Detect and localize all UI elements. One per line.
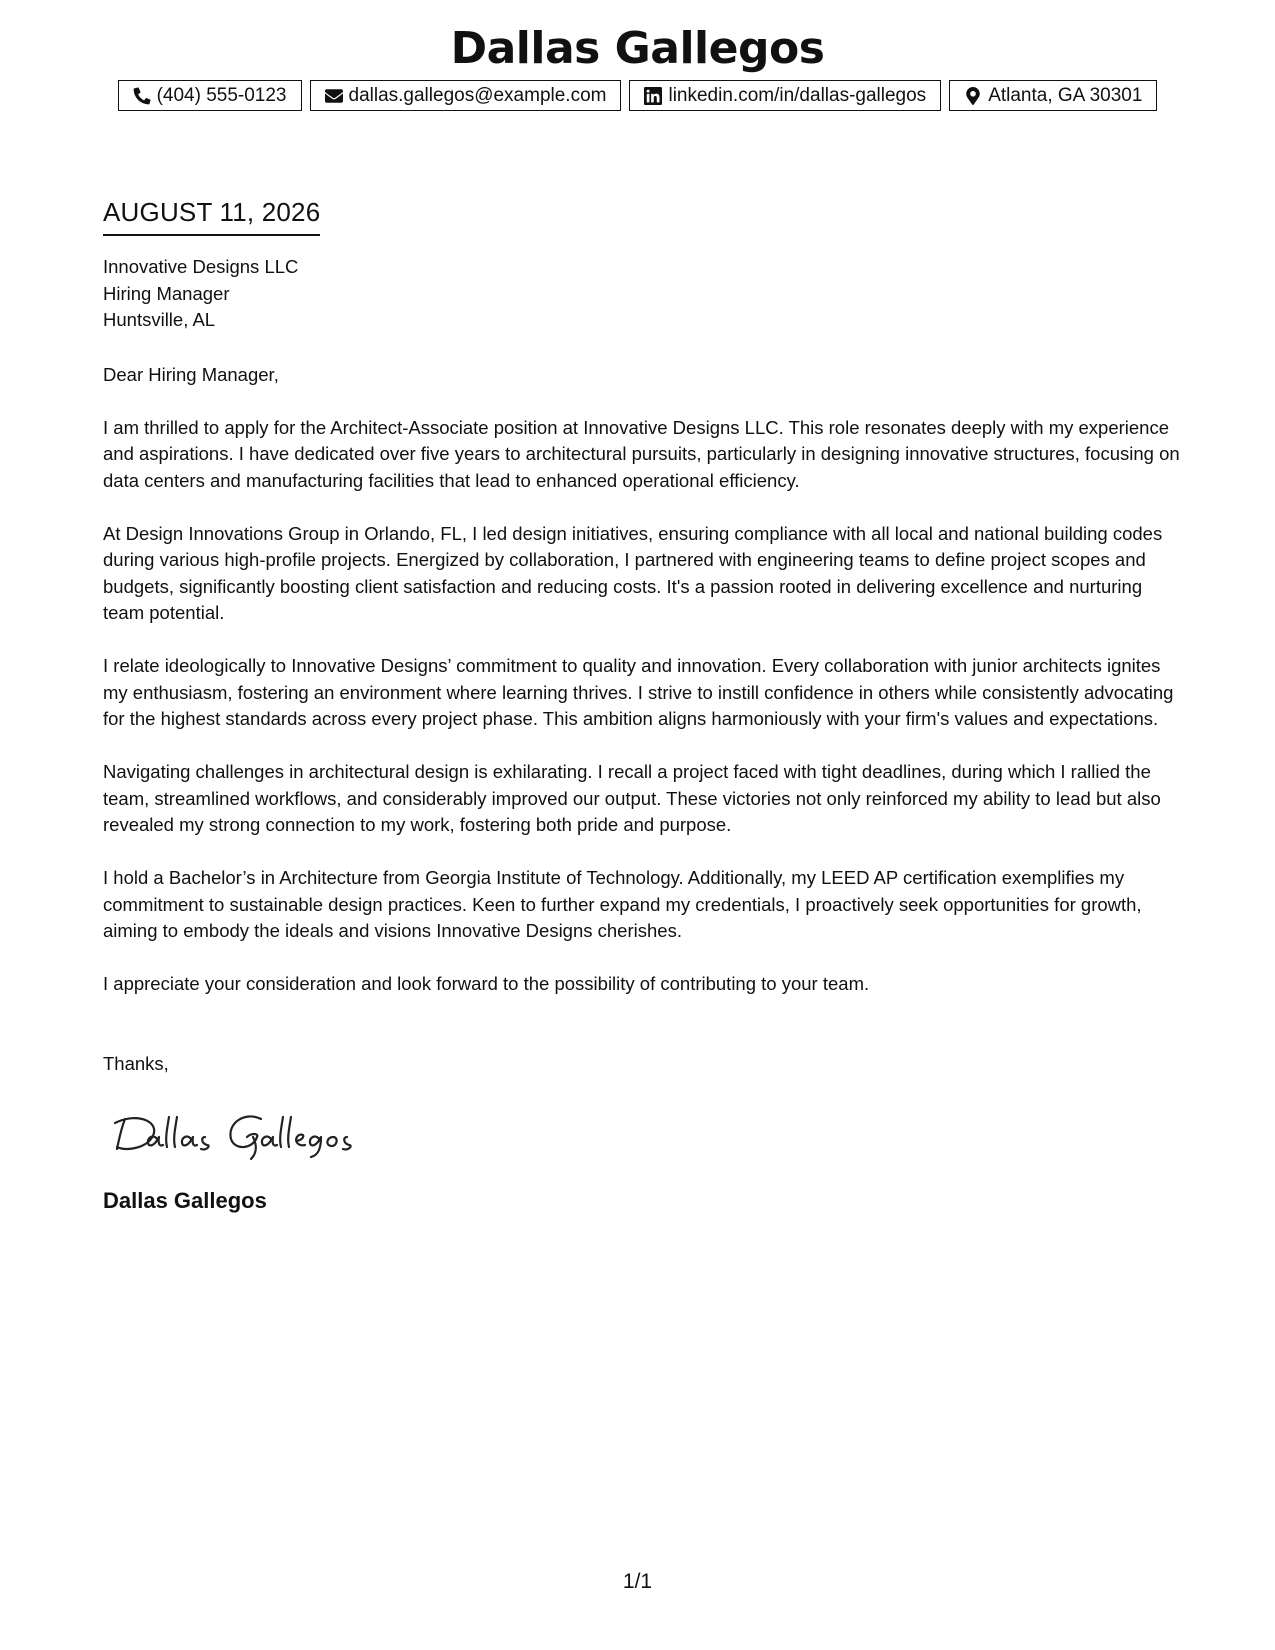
recipient-company: Innovative Designs LLC [103, 256, 299, 277]
handwritten-signature [111, 1105, 371, 1161]
contact-phone [118, 80, 302, 111]
applicant-name: Dallas Gallegos [450, 23, 825, 74]
letter-body [103, 196, 1183, 1215]
letter-header [0, 18, 1275, 111]
contact-linkedin [629, 80, 941, 111]
body-paragraph-3: I relate ideologically to Innovative Designs’ commitment to quality and innovation. Every collaboration with junior architects ignites my enthusiasm, fostering an environment where learning thrives. I strive to instill confidence in others while consistently advocating for the highest standards across every project phase. This ambition aligns harmoniously with your firm's values and expectations. [103, 655, 1174, 729]
page-number: 1/1 [622, 1570, 653, 1593]
contact-linkedin-text: linkedin.com/in/dallas-gallegos [668, 84, 927, 106]
body-paragraph-4: Navigating challenges in architectural design is exhilarating. I recall a project faced with tight deadlines, during which I rallied the team, streamlined workflows, and considerably improved our output. These victories not only reinforced my ability to lead but also revealed my strong connection to my work, fostering both pride and purpose. [103, 761, 1161, 835]
recipient-block [103, 254, 1183, 334]
body-paragraph-1: I am thrilled to apply for the Architect-Associate position at Innovative Designs LLC. This role resonates deeply with my experience and aspirations. I have dedicated over five years to architectural pursuits, particularly in designing innovative structures, focusing on data centers and manufacturing facilities that lead to enhanced operational efficiency. [103, 416, 1180, 491]
salutation: Dear Hiring Manager, [103, 363, 279, 385]
contact-email-text: dallas.gallegos@example.com [348, 84, 607, 106]
envelope-icon [325, 87, 343, 105]
signed-name: Dallas Gallegos [103, 1188, 267, 1213]
contact-location-text: Atlanta, GA 30301 [988, 84, 1143, 106]
body-paragraph-5: I hold a Bachelor’s in Architecture from Georgia Institute of Technology. Additionally, my LEED AP certification exemplifies my commitment to sustainable design practices. Keen to further expand my credentials, I proactively seek opportunities for growth, aiming to embody the ideals and visions Innovative Designs cherishes. [103, 867, 1142, 941]
contact-location [949, 80, 1157, 111]
map-pin-icon [964, 87, 982, 105]
letter-date: AUGUST 11, 2026 [103, 196, 320, 236]
recipient-title: Hiring Manager [103, 282, 230, 304]
recipient-location: Huntsville, AL [103, 309, 216, 330]
signature [111, 1105, 1183, 1167]
closing-paragraph: I appreciate your consideration and look forward to the possibility of contributing to your team. [103, 973, 870, 994]
signoff: Thanks, [103, 1052, 169, 1074]
contact-email [310, 80, 622, 111]
linkedin-icon [644, 87, 662, 105]
contact-phone-text: (404) 555-0123 [156, 84, 287, 106]
phone-icon [133, 87, 151, 105]
body-paragraph-2: At Design Innovations Group in Orlando, FL, I led design initiatives, ensuring compliance with all local and national building codes during various high-profile projects. Energized by collaboration, I partnered with engineering teams to define project scopes and budgets, significantly boosting client satisfaction and reducing costs. It's a passion rooted in delivering excellence and nurturing team potential. [103, 522, 1163, 623]
contact-row [0, 80, 1275, 111]
